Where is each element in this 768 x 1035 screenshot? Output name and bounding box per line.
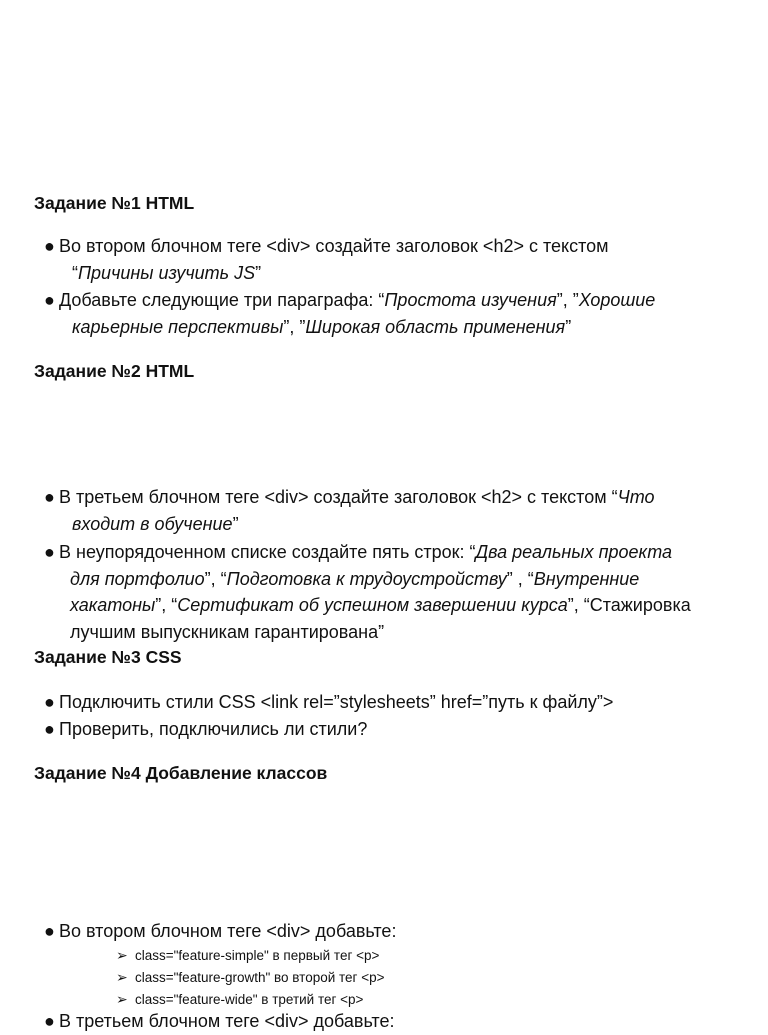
- italic-text-run: Внутренние: [533, 568, 640, 589]
- subitem-text: class="feature-growth" во второй тег <p>: [135, 970, 385, 985]
- text-run: ”: [565, 316, 572, 337]
- bullet-icon: ●: [44, 692, 55, 712]
- text-run: ”, “: [155, 595, 178, 615]
- task4-subitem-2: [116, 967, 385, 988]
- bullet-icon: ●: [44, 542, 55, 562]
- italic-text-run: Два реальных проекта: [475, 542, 673, 562]
- italic-text-run: Хорошие: [578, 290, 656, 310]
- italic-text-run: Сертификат об успешном завершении курса: [177, 595, 568, 615]
- task3-list-item-2: [44, 716, 714, 743]
- arrow-bullet-icon: ➢: [116, 947, 128, 963]
- text-run: Добавьте следующие три параграфа: “: [59, 290, 385, 310]
- text-run: ”, ”: [556, 290, 579, 310]
- arrow-bullet-icon: ➢: [116, 991, 128, 1007]
- task1-heading: Задание №1 HTML: [34, 193, 195, 213]
- task3-heading: Задание №3 CSS: [34, 647, 182, 667]
- subitem-text: class="feature-wide" в третий тег <p>: [135, 992, 364, 1007]
- task2-list-item-2: [44, 539, 714, 645]
- italic-text-run: Простота изучения: [384, 290, 557, 310]
- italic-text-run: входит в обучение: [72, 513, 233, 534]
- text-run: ”: [232, 513, 239, 534]
- task2-heading: Задание №2 HTML: [34, 361, 195, 381]
- list-item-text: Подключить стили CSS <link rel=”stylesheets” href=”путь к файлу”>: [59, 692, 614, 712]
- italic-text-run: для портфолио: [70, 568, 205, 589]
- text-run: ”, “: [204, 568, 227, 589]
- list-item-text: Проверить, подключились ли стили?: [59, 719, 368, 739]
- text-run: “: [72, 262, 78, 283]
- bullet-icon: ●: [44, 921, 55, 941]
- task2-list-item-1: [44, 484, 714, 537]
- bullet-icon: ●: [44, 290, 55, 310]
- text-run: ”, ”: [283, 316, 306, 337]
- bullet-icon: ●: [44, 719, 55, 739]
- text-run: В неупорядоченном списке создайте пять строк: “: [59, 542, 476, 562]
- bullet-icon: ●: [44, 487, 55, 507]
- list-item-text: Во втором блочном теге <div> добавьте:: [59, 921, 397, 941]
- text-run: Во втором блочном теге <div> создайте заголовок <h2> с текстом: [59, 236, 609, 256]
- italic-text-run: хакатоны: [70, 595, 156, 615]
- text-run: ” , “: [506, 568, 534, 589]
- task4-subitem-1: [116, 945, 379, 966]
- task4-subitem-3: [116, 989, 363, 1010]
- italic-text-run: Что: [617, 487, 655, 507]
- text-run: лучшим выпускникам гарантирована”: [70, 621, 385, 642]
- subitem-text: class="feature-simple" в первый тег <p>: [135, 948, 380, 963]
- italic-text-run: Широкая область применения: [305, 316, 566, 337]
- bullet-icon: ●: [44, 1011, 55, 1031]
- task1-list-item-1: [44, 233, 714, 286]
- text-run: ”: [255, 262, 262, 283]
- task3-list-item-1: [44, 689, 714, 716]
- arrow-bullet-icon: ➢: [116, 969, 128, 985]
- italic-text-run: карьерные перспективы: [72, 316, 284, 337]
- text-run: ”, “Стажировка: [567, 595, 691, 615]
- task1-list-item-2: [44, 287, 714, 340]
- task4-list-item-2: [44, 1008, 714, 1035]
- text-run: В третьем блочном теге <div> создайте заголовок <h2> с текстом “: [59, 487, 618, 507]
- task4-list-item-1: [44, 918, 714, 945]
- italic-text-run: Подготовка к трудоустройству: [226, 568, 507, 589]
- task4-heading: Задание №4 Добавление классов: [34, 763, 328, 783]
- bullet-icon: ●: [44, 236, 55, 256]
- italic-text-run: Причины изучить JS: [78, 262, 256, 283]
- list-item-text: В третьем блочном теге <div> добавьте:: [59, 1011, 395, 1031]
